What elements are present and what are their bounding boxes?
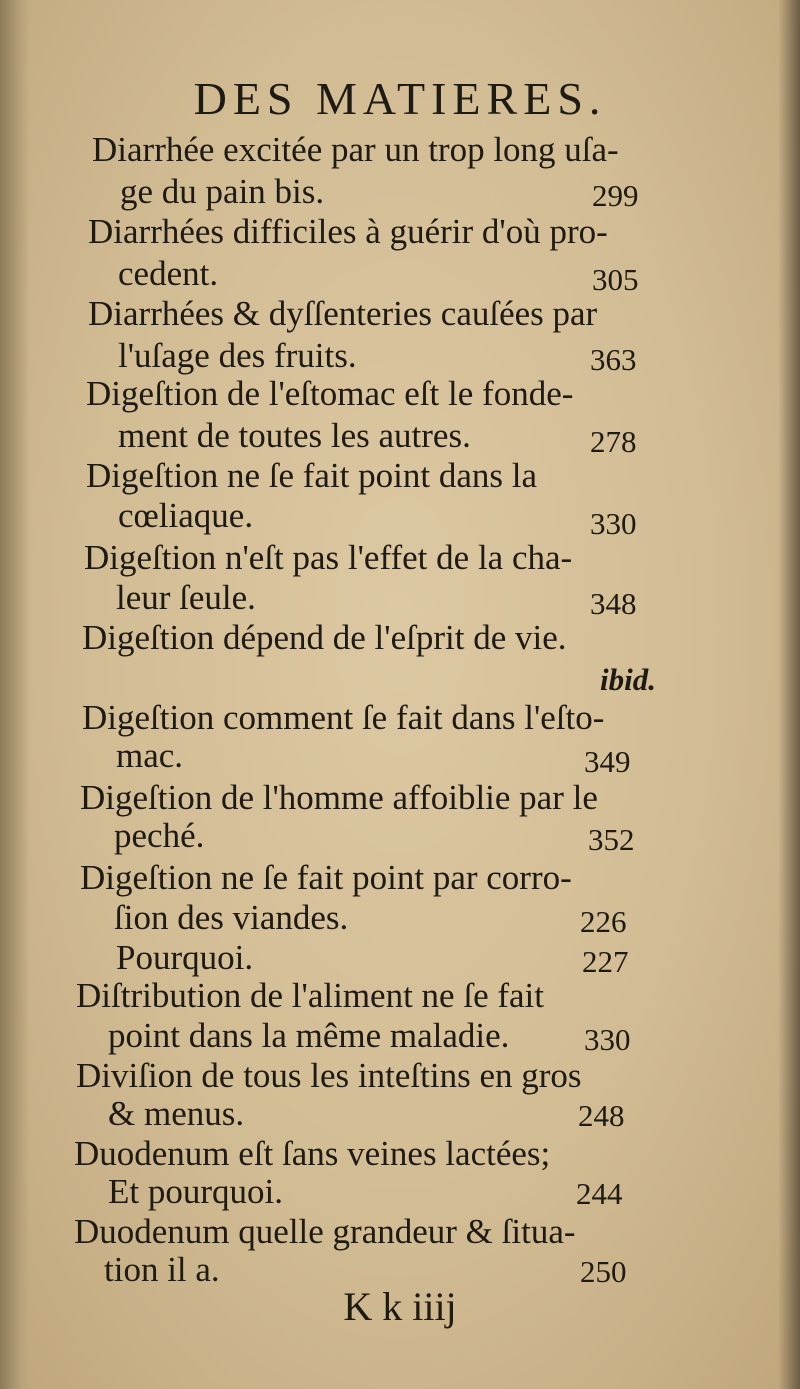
index-entry-line: Duodenum quelle grandeur & ſitua- (74, 1212, 576, 1251)
index-entry-line: Et pourquoi. (108, 1172, 283, 1211)
index-entry-line: cœliaque. (118, 496, 254, 535)
page-number: 278 (590, 424, 637, 459)
index-entry-line: Digeſtion dépend de l'eſprit de vie. (82, 618, 567, 657)
index-entry-line: leur ſeule. (116, 578, 256, 617)
page-number: 330 (584, 1022, 631, 1057)
index-entry-line: Diarrhées & dyſſenteries cauſées par (88, 294, 598, 333)
index-entry-line: Digeſtion n'eſt pas l'effet de la cha- (84, 538, 573, 577)
page-number: 348 (590, 586, 637, 621)
index-entry-line: Digeſtion ne ſe fait point par corro- (80, 858, 572, 897)
index-entry-line: ſion des viandes. (114, 898, 349, 937)
page-number: 227 (582, 944, 629, 979)
page-number: 226 (580, 904, 627, 939)
index-entry-line: mac. (116, 736, 184, 775)
page-number: 363 (590, 342, 637, 377)
index-entry-line: Pourquoi. (116, 938, 254, 977)
index-entry-line: cedent. (118, 254, 219, 293)
page-title: DES MATIERES. (193, 73, 607, 124)
index-entry-line: Diarrhée excitée par un trop long uſa- (92, 130, 619, 169)
index-entry-line: l'uſage des fruits. (118, 336, 357, 375)
index-entry-line: ge du pain bis. (120, 172, 325, 211)
index-entry-line: point dans la même maladie. (108, 1016, 510, 1055)
index-entry-line: Diſtribution de l'aliment ne ſe fait (76, 976, 544, 1015)
page-number: 330 (590, 506, 637, 541)
index-entry-line: Digeſtion ne ſe fait point dans la (86, 456, 538, 495)
index-entry-line: Diarrhées difficiles à guérir d'où pro- (88, 212, 608, 251)
page-number: ibid. (600, 662, 656, 697)
index-entry-line: Diviſion de tous les inteſtins en gros (76, 1056, 582, 1095)
index-entry-line: & menus. (108, 1094, 245, 1133)
page-number: 244 (576, 1176, 623, 1211)
page-number: 349 (584, 744, 631, 779)
index-entry-line: Digeſtion de l'homme affoiblie par le (80, 778, 598, 817)
index-entry-line: Digeſtion comment ſe fait dans l'eſto- (82, 698, 605, 737)
page-number: 299 (592, 178, 639, 213)
index-entry-line: peché. (114, 816, 205, 855)
page-number: 250 (580, 1254, 627, 1289)
signature-mark: K k iiij (343, 1284, 457, 1329)
index-entry-line: tion il a. (104, 1250, 220, 1289)
page-number: 352 (588, 822, 635, 857)
index-entry-line: ment de toutes les autres. (118, 416, 471, 455)
page-number: 305 (592, 262, 639, 297)
index-entry-line: Digeſtion de l'eſtomac eſt le fonde- (86, 374, 574, 413)
index-entry-line: Duodenum eſt ſans veines lactées; (74, 1134, 551, 1173)
page-number: 248 (578, 1098, 625, 1133)
